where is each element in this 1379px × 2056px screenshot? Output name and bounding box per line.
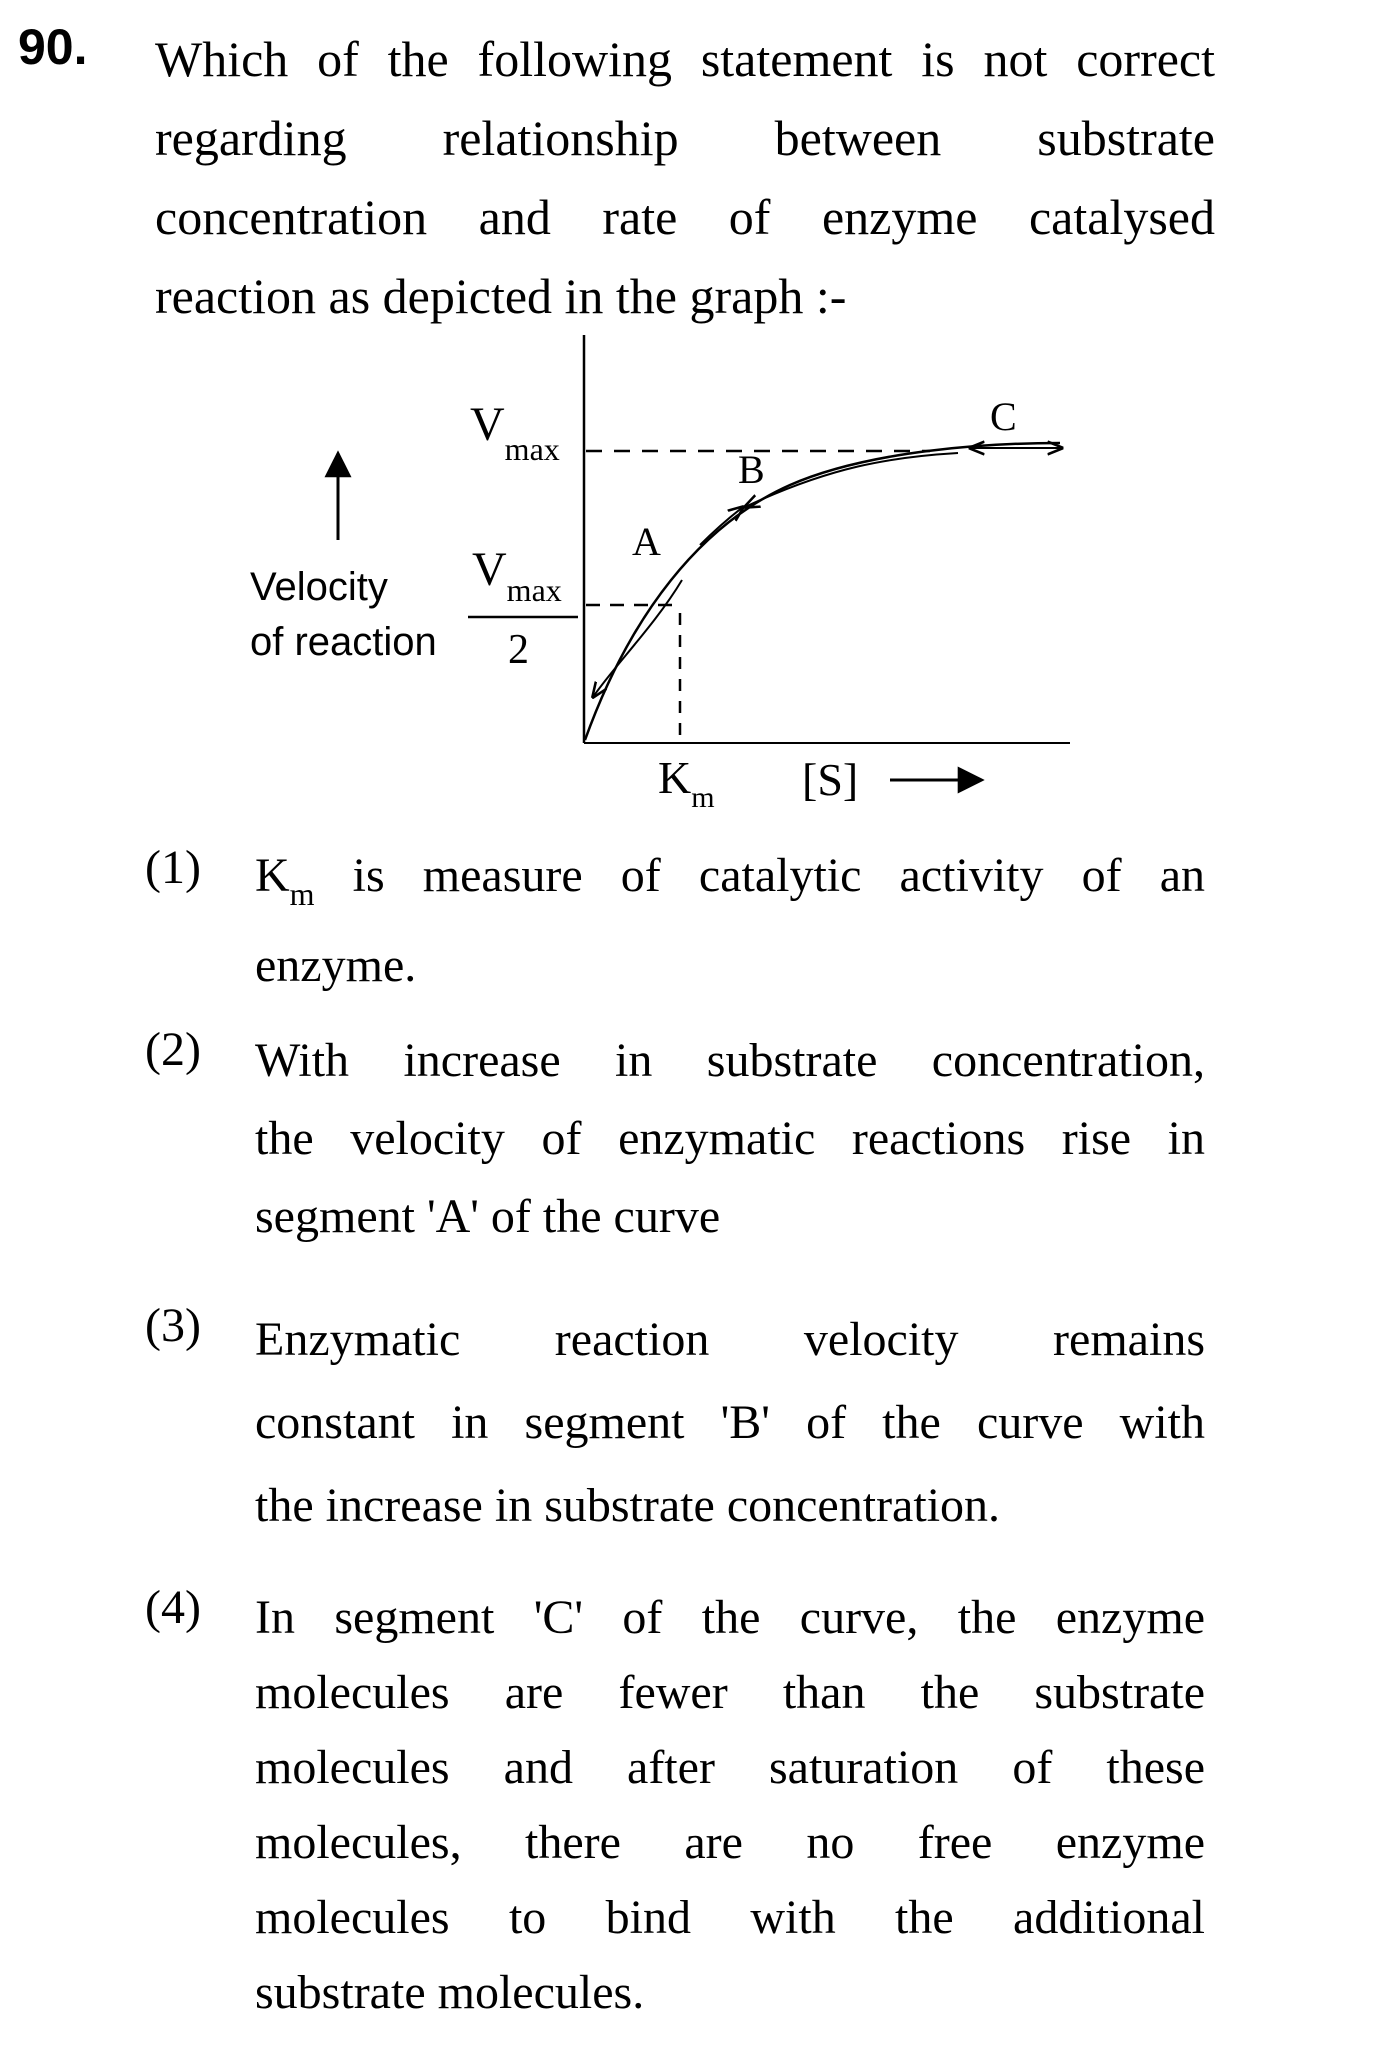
km-symbol: K [255,849,290,902]
option-line: the velocity of enzymatic reactions rise in [255,1112,1205,1165]
stem-line: reaction as depicted in the graph :- [155,268,847,324]
km-symbol: K [658,752,692,803]
km-label [658,752,715,814]
option-2[interactable] [145,1022,1215,1252]
option-line: molecules to bind with the additional [255,1891,1205,1944]
option-line: segment 'A' of the curve [255,1190,721,1243]
option-number: (2) [145,1023,201,1076]
question-stem [155,20,1215,336]
half-vmax-subscript: max [506,572,562,608]
km-subscript: m [289,876,315,912]
stem-line: concentration and rate of enzyme catalysed [155,189,1215,245]
vmax-symbol: V [470,398,505,451]
half-vmax-label [472,543,562,608]
x-axis-label: [S] [802,754,859,805]
option-line: molecules are fewer than the substrate [255,1666,1205,1719]
vmax-subscript: max [504,431,560,467]
segment-a-label: A [632,519,661,564]
stem-line: Which of the following statement is not correct [155,31,1215,87]
option-line: In segment 'C' of the curve, the enzyme [255,1591,1205,1644]
km-subscript: m [691,781,715,814]
option-line: constant in segment 'B' of the curve with [255,1396,1205,1449]
velocity-curve [585,443,1060,740]
segment-a-arrow [593,580,682,697]
option-1[interactable] [145,840,1215,992]
vmax-label [470,398,560,467]
segment-c-label: C [990,394,1017,439]
option-line: molecules, there are no free enzyme [255,1816,1205,1869]
stem-line: regarding relationship between substrate [155,110,1215,166]
option-3[interactable] [145,1298,1215,1538]
option-number: (1) [145,841,201,894]
segment-b-label: B [738,447,765,492]
option-line [255,840,1205,930]
option-line: Enzymatic reaction velocity remains [255,1313,1205,1366]
option-line: enzyme. [255,939,417,992]
option-number: (3) [145,1299,201,1352]
half-denominator: 2 [508,627,529,673]
option-line: substrate molecules. [255,1966,645,2019]
option-text: is measure of catalytic activity of an [314,849,1205,902]
half-vmax-symbol: V [472,543,507,596]
y-axis-label-line2: of reaction [250,620,437,664]
option-line: With increase in substrate concentration, [255,1034,1205,1087]
y-axis-label-line1: Velocity [250,565,388,609]
segment-b-arrow-up [700,507,743,545]
segment-b-arrow [745,453,958,507]
option-line: molecules and after saturation of these [255,1741,1205,1794]
option-4[interactable] [145,1580,1215,2040]
enzyme-kinetics-graph [230,325,1100,825]
option-number: (4) [145,1581,201,1634]
question-number: 90. [18,19,88,75]
option-line: the increase in substrate concentration. [255,1479,1001,1532]
